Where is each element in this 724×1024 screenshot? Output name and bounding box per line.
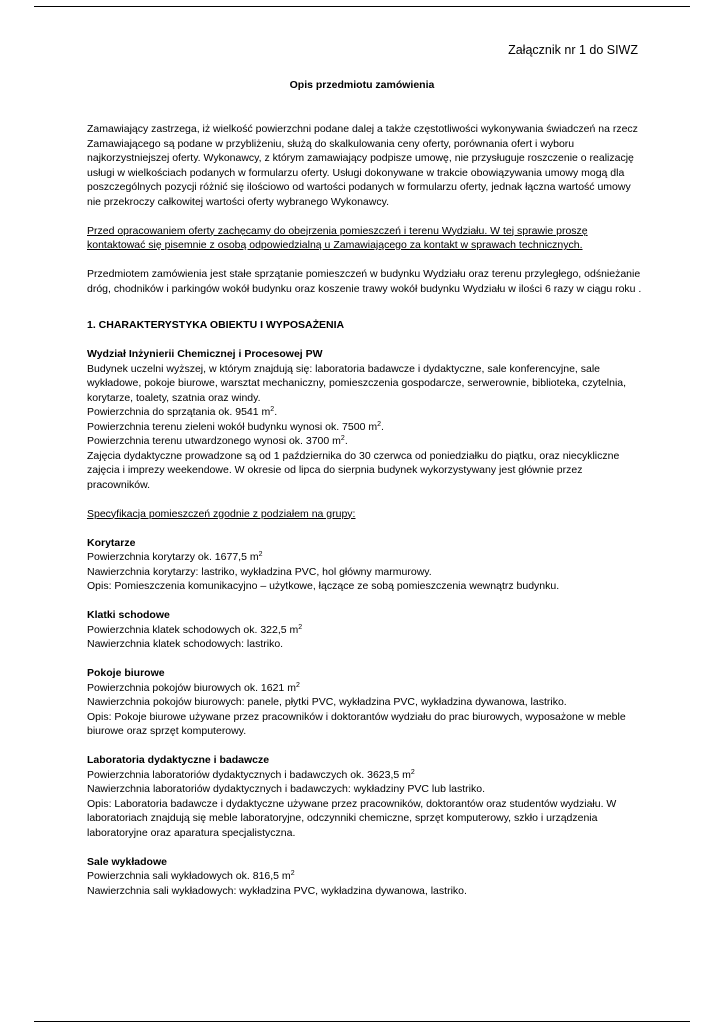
- attachment-label: Załącznik nr 1 do SIWZ: [508, 43, 638, 57]
- group-pokoje: [87, 666, 643, 739]
- group-laboratoria: [87, 753, 643, 840]
- area-green: Powierzchnia terenu zieleni wokół budynku wynosi ok. 7500 $m^2$.: [87, 420, 384, 433]
- intro-paragraph-2: Przed opracowaniem oferty zachęcamy do obejrzenia pomieszczeń i terenu Wydziału. W tej sprawie proszę kontaktować się pisemnie z osobą odpowiedzialną u Zamawiającego za kontakt w sprawach technicznych.: [87, 224, 588, 251]
- document-body: [87, 122, 643, 913]
- group-title: Laboratoria dydaktyczne i badawcze: [87, 754, 270, 766]
- group-klatki: [87, 608, 643, 652]
- group-title: Klatki schodowe: [87, 609, 170, 621]
- intro-paragraph-1: Zamawiający zastrzega, iż wielkość powierzchni podane dalej a także częstotliwości wykonywania świadczeń na rzecz Zamawiającego są podane w przybliżeniu, służą do skalkulowania ceny oferty, porównania ofert i wyboru najkorzystniejszej oferty. Wykonawcy, z którym zamawiający podpisze umowę, nie przysługuje roszczenie o realizację usługi w wielkościach podanych w formularzu oferty. Usługi dokonywane w trakcie obowiązywania umowy mogą dla poszczególnych pozycji różnić się ilościowo od wartości podanych w formularzu oferty, jednak łączna wartość umowy nie przekroczy całkowitej wartości oferty wybranego Wykonawcy.: [87, 123, 638, 208]
- area-cleaning: Powierzchnia do sprzątania ok. 9541 $m^2$.: [87, 406, 278, 418]
- intro-paragraph-3: Przedmiotem zamówienia jest stałe sprzątanie pomieszczeń w budynku Wydziału oraz terenu przyległego, odśnieżanie dróg, chodników i parkingów wokół budynku oraz koszenie trawy wokół budynku Wydziału w ilości 6 razy w ciągu roku .: [87, 268, 642, 295]
- bottom-rule: [34, 1021, 690, 1022]
- group-surface: Nawierzchnia pokojów biurowych: panele, płytki PVC, wykładzina PVC, wykładzina dywanowa, lastriko.: [87, 696, 567, 708]
- group-surface: Nawierzchnia klatek schodowych: lastriko.: [87, 638, 284, 650]
- group-area: Powierzchnia pokojów biurowych ok. 1621 $m^2$: [87, 681, 300, 694]
- group-title: Pokoje biurowe: [87, 667, 165, 679]
- group-surface: Nawierzchnia sali wykładowych: wykładzina PVC, wykładzina dywanowa, lastriko.: [87, 884, 467, 897]
- building-desc: Budynek uczelni wyższej, w którym znajdują się: laboratoria badawcze i dydaktyczne, sale konferencyjne, sale wykładowe, pokoje biurowe, warsztat mechaniczny, pomieszczenia gospodarcze, serwerownie, biblioteka, czytelnia, korytarze, toalety, szatnia oraz windy.: [87, 362, 627, 404]
- area-hard: Powierzchnia terenu utwardzonego wynosi ok. 3700 $m^2$.: [87, 435, 348, 447]
- spec-heading: Specyfikacja pomieszczeń zgodnie z podziałem na grupy:: [87, 507, 356, 520]
- group-title: Sale wykładowe: [87, 855, 167, 868]
- section-1-heading: 1. CHARAKTERYSTYKA OBIEKTU I WYPOSAŻENIA: [87, 319, 345, 331]
- group-area: Powierzchnia korytarzy ok. 1677,5 $m^2$: [87, 551, 263, 563]
- group-sale: [87, 855, 643, 899]
- building-name: Wydział Inżynierii Chemicznej i Procesowej PW: [87, 348, 323, 360]
- group-desc: Opis: Laboratoria badawcze i dydaktyczne używane przez pracowników, doktorantów oraz studentów wydziału. W laboratoriach znajdują się meble laboratoryjne, odczynniki chemiczne, sprzęt komputerowy, szkło i urządzenia laboratoryjne oraz aparatura specjalistyczna.: [87, 797, 617, 839]
- group-area: Powierzchnia laboratoriów dydaktycznych i badawczych ok. 3623,5 $m^2$: [87, 768, 415, 781]
- group-area: Powierzchnia klatek schodowych ok. 322,5 $m^2$: [87, 623, 303, 636]
- group-surface: Nawierzchnia laboratoriów dydaktycznych i badawczych: wykładziny PVC lub lastriko.: [87, 783, 486, 795]
- group-surface: Nawierzchnia korytarzy: lastriko, wykładzina PVC, hol główny marmurowy.: [87, 565, 432, 578]
- classes-desc: Zajęcia dydaktyczne prowadzone są od 1 października do 30 czerwca od poniedziałku do piątku, oraz niecykliczne zajęcia i imprezy weekendowe. W okresie od lipca do sierpnia budynek wykorzystywany jest głównie przez pracowników.: [87, 449, 620, 491]
- top-rule: [34, 6, 690, 7]
- group-desc: Opis: Pokoje biurowe używane przez pracowników i doktorantów wydziału do prac biurowych, wyposażone w meble biurowe oraz sprzęt komputerowy.: [87, 710, 626, 737]
- group-area: Powierzchnia sali wykładowych ok. 816,5 $m^2$: [87, 870, 295, 882]
- building-description: [87, 347, 643, 492]
- group-title: Korytarze: [87, 536, 136, 549]
- document-title: Opis przedmiotu zamówienia: [289, 79, 435, 91]
- group-korytarze: [87, 536, 643, 594]
- group-desc: Opis: Pomieszczenia komunikacyjno – użytkowe, łączące ze sobą pomieszczenia wewnątrz budynku.: [87, 580, 560, 592]
